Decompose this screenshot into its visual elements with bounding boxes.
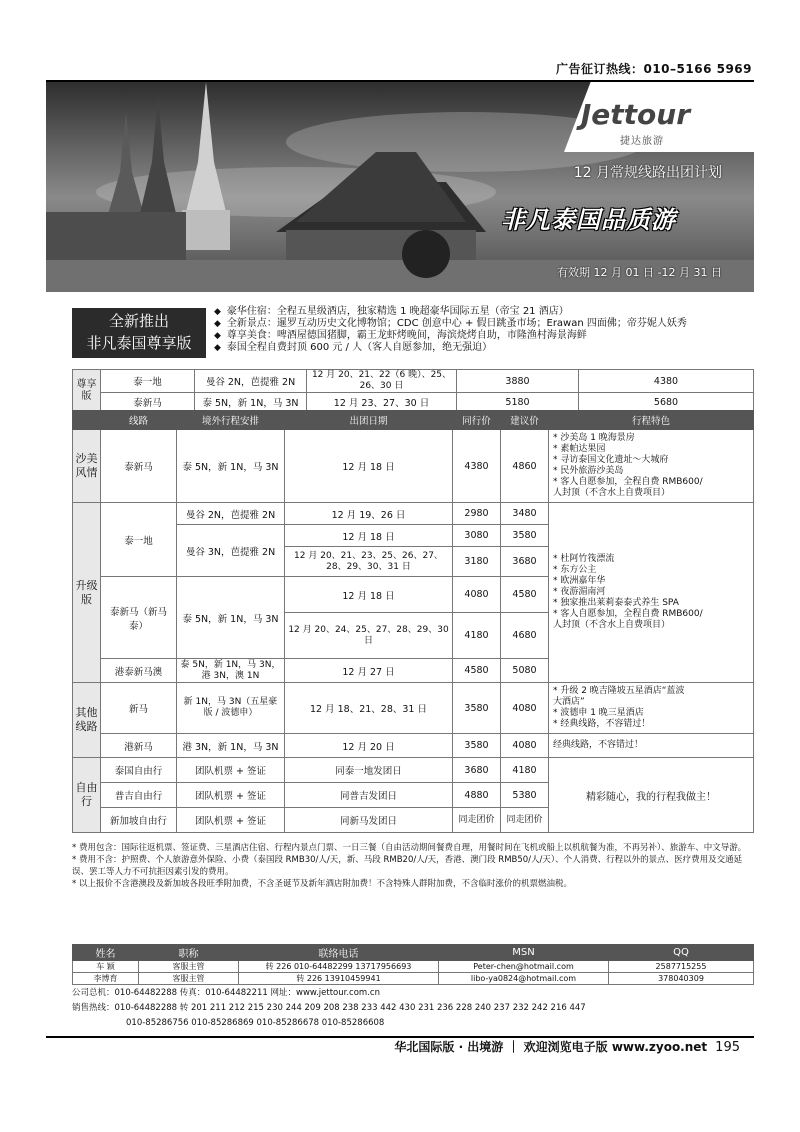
jettour-logo-subtitle: 捷达旅游 [620,136,664,147]
contacts-table [72,944,754,985]
dates-cell: 同新马发团日 [285,808,453,833]
feature-line: * 客人自愿参加，全程自费 RMB600/ [553,609,703,619]
suggested-price-cell: 5080 [501,659,549,683]
price-cell: 4180 [453,613,501,659]
note-item: * 费用包含：国际往返机票、签证费、三星酒店住宿、行程内景点门票、一日三餐（自由活动期间餐费自理，用餐时间在飞机或船上以机航餐为准，不再另补）、旅游车、中文导游。 [72,843,747,853]
table-row [73,961,754,973]
column-header: 线路 [101,411,177,430]
features-cell [549,734,754,758]
contact-name: 李博育 [73,973,139,985]
feature-line: 大酒店” [553,697,585,707]
schedule-table [72,410,754,833]
features-cell [549,430,754,503]
suggested-price-cell: 3480 [501,503,549,525]
feature-line: * 素帕达果园 [553,444,606,454]
dates-cell: 12 月 20、24、25、27、28、29、30 日 [285,613,453,659]
column-header: 建议价 [501,411,549,430]
plan-heading: 12 月常规线路出团计划 [573,165,722,181]
suggested-price-cell: 4380 [579,370,754,393]
dates-cell: 同泰一地发团日 [285,758,453,783]
route-cell: 泰新马 [101,430,177,503]
suggested-price-cell: 4180 [501,758,549,783]
feature-line: * 民外旅游沙美岛 [553,466,624,476]
dates-cell: 12 月 18 日 [285,525,453,547]
dates-cell: 12 月 18、21、28、31 日 [285,683,453,734]
feature-line: 人封顶（不含水上自费项目） [553,488,671,498]
route-cell: 泰一地 [101,503,177,577]
promo-line-1: 全新推出 [108,312,169,330]
page-footer [394,1038,740,1055]
dates-cell: 12 月 27 日 [285,659,453,683]
table-row [73,370,754,393]
column-header: 姓名 [73,945,139,961]
suggested-price-cell: 同走团价 [501,808,549,833]
price-cell: 5180 [457,393,579,412]
hero-title: 非凡泰国品质游 [501,206,676,234]
dates-cell: 12 月 18 日 [285,577,453,613]
route-cell: 泰新马 [101,393,195,412]
suggested-price-cell: 4680 [501,613,549,659]
suggested-price-cell: 3680 [501,547,549,577]
highlight-item: ◆ 泰国全程自费封顶 600 元 / 人（客人自愿参加，绝无强迫） [214,342,754,354]
table-row [73,430,754,503]
section-label-other: 其他线路 [73,683,101,758]
feature-line: * 夜游湄南河 [553,587,606,597]
ad-hotline: 广告征订热线：010–5166 5969 [555,62,752,76]
column-header: 职称 [139,945,239,961]
dates-cell: 12 月 23、27、30 日 [307,393,457,412]
promo-badge [72,308,206,358]
column-header: 出团日期 [285,411,453,430]
company-line: 010-85286756 010-85286869 010-85286678 010-85286608 [126,1018,385,1028]
feature-line: * 杜阿竹筏漂流 [553,554,615,564]
validity-period: 有效期 12 月 01 日 -12 月 31 日 [557,266,722,279]
header-corner [73,411,101,430]
suggested-price-cell: 4080 [501,734,549,758]
dates-cell: 同普吉发团日 [285,783,453,808]
premium-label: 尊享版 [73,370,101,412]
suggested-price-cell: 5680 [579,393,754,412]
premium-table [72,369,754,412]
column-header: 境外行程安排 [177,411,285,430]
feature-line: * 经典线路，不容错过！ [553,719,651,729]
table-header-row [73,411,754,430]
table-row [73,393,754,412]
contact-phone: 转 226 010-64482299 13717956693 [239,961,439,973]
contact-name: 车 颖 [73,961,139,973]
feature-line: * 沙美岛 1 晚海景房 [553,433,635,443]
dates-cell: 12 月 20、21、23、25、26、27、28、29、30、31 日 [285,547,453,577]
column-header: 联络电话 [239,945,439,961]
stay-cell: 曼谷 2N，芭提雅 2N [177,503,285,525]
price-cell: 2980 [453,503,501,525]
suggested-price-cell: 4580 [501,577,549,613]
dates-cell: 12 月 18 日 [285,430,453,503]
features-cell [549,503,754,683]
table-header-row [73,945,754,961]
feature-line: 经典线路，不容错过！ [553,740,644,750]
dates-cell: 12 月 20 日 [285,734,453,758]
promo-line-2: 非凡泰国尊享版 [86,334,192,352]
table-row [73,503,754,525]
contact-qq: 2587715255 [609,961,754,973]
contact-title: 客服主管 [139,973,239,985]
route-cell: 泰一地 [101,370,195,393]
table-row [73,683,754,734]
route-cell: 港泰新马澳 [101,659,177,683]
contact-msn: libo-ya0824@hotmail.com [439,973,609,985]
features-cell: 精彩随心，我的行程我做主！ [549,758,754,833]
route-cell: 新马 [101,683,177,734]
table-row [73,734,754,758]
feature-line: * 独家推出莱莉泰泰式养生 SPA [553,598,679,608]
stay-cell: 团队机票 + 签证 [177,783,285,808]
stay-cell: 泰 5N，新 1N，马 3N [177,577,285,659]
stay-cell: 泰 5N，新 1N，马 3N [177,430,285,503]
price-cell: 同走团价 [453,808,501,833]
column-header: QQ [609,945,754,961]
price-cell: 3880 [457,370,579,393]
contact-title: 客服主管 [139,961,239,973]
stay-cell: 泰 5N，新 1N，马 3N [195,393,307,412]
highlight-item: ◆ 全新景点：暹罗互动历史文化博物馆；CDC 创意中心 + 假日跳蚤市场；Erawan 四面佛；帝芬妮人妖秀 [214,318,754,330]
column-header: 行程特色 [549,411,754,430]
feature-line: 人封顶（不含水上自费项目） [553,620,671,630]
dates-cell: 12 月 20、21、22（6 晚）、25、26、30 日 [307,370,457,393]
suggested-price-cell: 4860 [501,430,549,503]
feature-line: * 客人自愿参加，全程自费 RMB600/ [553,477,703,487]
jettour-logo: Jettour [580,98,690,131]
fee-notes [72,842,754,890]
feature-line: * 欧洲嘉年华 [553,576,606,586]
route-cell: 普吉自由行 [101,783,177,808]
section-label-free: 自由行 [73,758,101,833]
column-header: MSN [439,945,609,961]
route-cell: 泰新马（新马泰） [101,577,177,659]
table-row [73,973,754,985]
price-cell: 3180 [453,547,501,577]
suggested-price-cell: 5380 [501,783,549,808]
price-cell: 3080 [453,525,501,547]
stay-cell: 港 3N，新 1N，马 3N [177,734,285,758]
suggested-price-cell: 3580 [501,525,549,547]
stay-cell: 泰 5N，新 1N，马 3N，港 3N，澳 1N [177,659,285,683]
price-cell: 4080 [453,577,501,613]
contact-qq: 378040309 [609,973,754,985]
price-cell: 4380 [453,430,501,503]
company-line: 销售热线：010-64482288 转 201 211 212 215 230 244 209 208 238 233 442 430 231 236 228 240 237 232 242 216 447 [72,1003,586,1013]
section-label-upgrade: 升级版 [73,503,101,683]
column-header: 同行价 [453,411,501,430]
price-cell: 3580 [453,734,501,758]
feature-line: * 东方公主 [553,565,597,575]
stay-cell: 曼谷 3N，芭提雅 2N [177,525,285,577]
hero-banner [46,82,754,292]
highlights-list [214,306,754,354]
feature-line: * 波德申 1 晚三星酒店 [553,708,644,718]
page-number: 195 [715,1040,740,1055]
route-cell: 港新马 [101,734,177,758]
contact-phone: 转 226 13910459941 [239,973,439,985]
highlight-item: ◆ 豪华住宿：全程五星级酒店，独家精选 1 晚超豪华国际五星（帝宝 21 酒店） [214,306,754,318]
company-info [72,986,586,1031]
feature-line: * 升级 2 晚吉隆坡五星酒店“蓝波 [553,686,685,696]
note-item: * 费用不含：护照费、个人旅游意外保险、小费（泰国段 RMB30/人/天，新、马段 RMB20/人/天，香港、澳门段 RMB50/人/天）、个人消费、行程以外的景点、医疗费用及交通延误、罢工等人力不可抗拒因素引发的费用。 [72,855,743,877]
features-cell [549,683,754,734]
table-row [73,758,754,783]
price-cell: 3580 [453,683,501,734]
feature-line: * 寻访泰国文化遗址～大城府 [553,455,669,465]
company-line: 公司总机：010-64482288 传真：010-64482211 网址：www.jettour.com.cn [72,988,380,998]
highlight-item: ◆ 尊享美食：啤酒屋德国猪脚，霸王龙虾烤晚间，海滨烧烤自助，市隆渔村海景海鲜 [214,330,754,342]
stay-cell: 团队机票 + 签证 [177,808,285,833]
dates-cell: 12 月 19、26 日 [285,503,453,525]
stay-cell: 团队机票 + 签证 [177,758,285,783]
note-item: * 以上报价不含港澳段及新加坡各段旺季附加费，不含圣诞节及新年酒店附加费！不含特殊人群附加费，不含临时涨价的机票燃油税。 [72,879,572,889]
footer-text: 华北国际版 · 出境游 ｜ 欢迎浏览电子版 www.zyoo.net [394,1040,708,1054]
stay-cell: 曼谷 2N，芭提雅 2N [195,370,307,393]
price-cell: 4880 [453,783,501,808]
price-cell: 4580 [453,659,501,683]
price-cell: 3680 [453,758,501,783]
route-cell: 新加坡自由行 [101,808,177,833]
stay-cell: 新 1N，马 3N（五星豪版 / 波德申） [177,683,285,734]
section-label-seaside: 沙美风情 [73,430,101,503]
route-cell: 泰国自由行 [101,758,177,783]
contact-msn: Peter-chen@hotmail.com [439,961,609,973]
suggested-price-cell: 4080 [501,683,549,734]
